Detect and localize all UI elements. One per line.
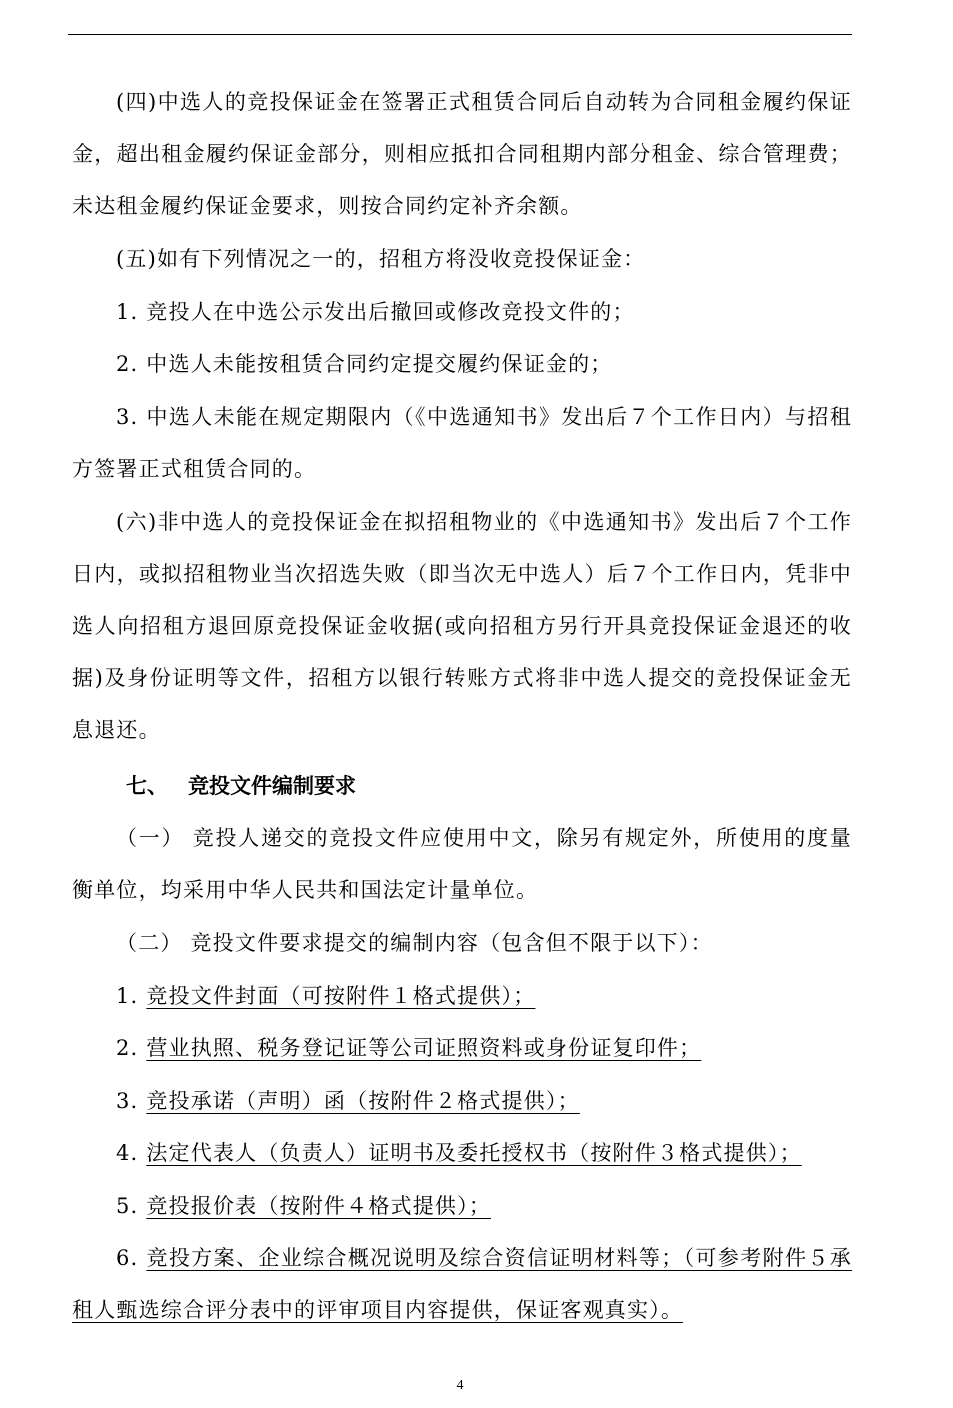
list-item-number: 1. <box>116 984 139 1008</box>
list-item <box>72 1232 852 1336</box>
list-item-text: 竞投承诺（声明）函（按附件２格式提供）； <box>146 1089 580 1113</box>
list-item-number: 5. <box>116 1194 139 1218</box>
paragraph-six: (六)非中选人的竞投保证金在拟招租物业的《中选通知书》发出后７个工作日内，或拟招租物业当次招选失败（即当次无中选人）后７个工作日内，凭非中选人向招租方退回原竞投保证金收据(或向招租方另行开具竞投保证金退还的收据)及身份证明等文件，招租方以银行转账方式将非中选人提交的竞投保证金无息退还。 <box>72 510 852 742</box>
list-item <box>72 1180 852 1232</box>
list-item-forfeit-2: 2. 中选人未能按租赁合同约定提交履约保证金的； <box>116 352 613 376</box>
list-item <box>72 970 852 1022</box>
section-heading <box>126 760 356 812</box>
section-number: 七、 <box>126 774 168 798</box>
list-item-number: 2. <box>116 1036 139 1060</box>
section-item-one: （一） 竞投人递交的竞投文件应使用中文，除另有规定外，所使用的度量衡单位，均采用中华人民共和国法定计量单位。 <box>72 826 852 902</box>
list-item-text: 竞投报价表（按附件４格式提供）； <box>146 1194 492 1218</box>
list-item <box>72 1022 852 1074</box>
list-item-text: 营业执照、税务登记证等公司证照资料或身份证复印件； <box>146 1036 702 1060</box>
section-title: 竞投文件编制要求 <box>188 774 356 798</box>
list-item-text: 竞投方案、企业综合概况说明及综合资信证明材料等；（可参考附件５承租人甄选综合评分表中的评审项目内容提供，保证客观真实）。 <box>72 1246 852 1322</box>
list-item-forfeit-3: 3. 中选人未能在规定期限内（《中选通知书》发出后７个工作日内）与招租方签署正式租赁合同的。 <box>72 405 852 481</box>
list-item-text: 法定代表人（负责人）证明书及委托授权书（按附件３格式提供）； <box>146 1141 802 1165</box>
list-item-forfeit-1: 1. 竞投人在中选公示发出后撤回或修改竞投文件的； <box>116 300 635 324</box>
paragraph-four: (四)中选人的竞投保证金在签署正式租赁合同后自动转为合同租金履约保证金，超出租金履约保证金部分，则相应抵扣合同租期内部分租金、综合管理费；未达租金履约保证金要求，则按合同约定补齐余额。 <box>72 90 852 218</box>
section-item-two: （二） 竞投文件要求提交的编制内容（包含但不限于以下）： <box>116 931 713 955</box>
list-item-text: 竞投文件封面（可按附件１格式提供）； <box>146 984 536 1008</box>
page-number: 4 <box>456 1378 464 1393</box>
list-item-number: 4. <box>116 1141 139 1165</box>
header-rule <box>68 34 852 35</box>
list-item <box>72 1075 852 1127</box>
list-item-number: 3. <box>116 1089 139 1113</box>
paragraph-five: (五)如有下列情况之一的，招租方将没收竞投保证金： <box>116 247 646 271</box>
list-item-number: 6. <box>116 1246 139 1270</box>
list-item <box>72 1127 852 1179</box>
